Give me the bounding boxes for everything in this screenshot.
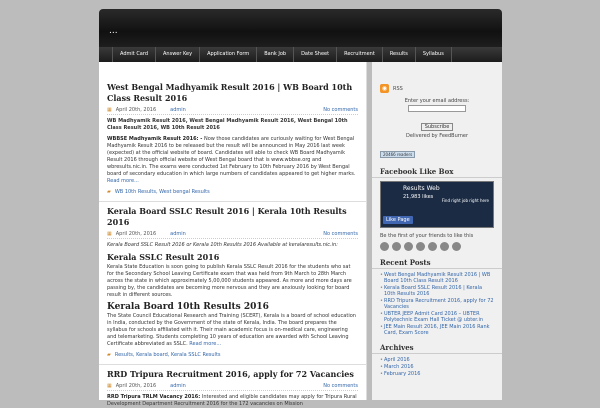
post-meta — [107, 383, 358, 391]
nav-item-answer-key[interactable]: Answer Key — [156, 47, 200, 62]
site-title[interactable]: ... — [109, 26, 118, 36]
email-subscribe — [372, 96, 502, 141]
post-heading-2: Kerala Board 10th Results 2016 — [107, 302, 269, 312]
calendar-icon: ▦ — [107, 231, 112, 237]
post-body-text: Interested and eligible candidates may apply for Tripura Rural Development Department Recruitment 2016 for the 172 vacancies on Mission — [107, 394, 357, 407]
subscribe-button[interactable]: Subscribe — [421, 123, 454, 131]
nav-item-application-form[interactable]: Application Form — [200, 47, 257, 62]
feedburner-badge[interactable]: 20466 readers — [380, 151, 415, 158]
facebook-heading: Facebook Like Box — [372, 166, 502, 178]
fb-caption: Find right job right here — [441, 198, 489, 203]
recent-posts-heading: Recent Posts — [372, 257, 502, 269]
fb-friends-text: Be the first of your friends to like this — [380, 233, 474, 239]
post-meta — [107, 231, 358, 239]
list-item[interactable]: • February 2016 — [384, 371, 494, 377]
list-item[interactable]: • March 2016 — [384, 364, 494, 370]
post-title[interactable]: West Bengal Madhyamik Result 2016 | WB Board 10th Class Result 2016 — [107, 82, 353, 103]
sidebar — [372, 62, 502, 400]
archives-list — [372, 357, 502, 377]
fb-avatars — [372, 242, 502, 251]
post-tags — [107, 189, 358, 195]
post-author[interactable]: admin — [170, 383, 186, 389]
calendar-icon: ▦ — [107, 383, 112, 389]
list-item[interactable]: • UBTER JEEP Admit Card 2016 – UBTER Polytechnic Exam Hall Ticket @ ubter.in — [384, 311, 494, 323]
avatar[interactable] — [416, 242, 425, 251]
read-more-link[interactable]: Read more... — [189, 341, 222, 347]
post-wb-madhyamik — [99, 82, 366, 195]
post-body-lead: WBBSE Madhyamik Result 2016: - — [107, 136, 203, 142]
main-nav — [99, 47, 502, 62]
post-body: Kerala State Education is soon going to publish Kerala SSLC Result 2016 for the students who sat for the Secondary School Leaving Certificate exam that was held from 9th March to 28th March across the state in which approximately 5,00,000 students appeared. As more and more days are passing by, the candidates are becoming more nervous and they are anxiously looking for board result in different sources. — [107, 264, 352, 298]
post-body — [107, 136, 358, 185]
avatar[interactable] — [452, 242, 461, 251]
main-content — [99, 62, 367, 407]
nav-item-date-sheet[interactable]: Date Sheet — [294, 47, 337, 62]
facebook-like-box — [380, 181, 494, 228]
archives-heading: Archives — [372, 342, 502, 354]
list-item[interactable]: • RRD Tripura Recruitment 2016, apply for 72 Vacancies — [384, 298, 494, 310]
list-item[interactable]: • JEE Main Result 2016, JEE Main 2016 Rank Card, Exam Score — [384, 324, 494, 336]
post-title[interactable]: Kerala Board SSLC Result 2016 | Kerala 10th Results 2016 — [107, 206, 347, 227]
post-comments[interactable]: No comments — [323, 383, 358, 389]
recent-posts-list — [372, 272, 502, 336]
avatar[interactable] — [440, 242, 449, 251]
post-subtitle: Kerala Board SSLC Result 2016 or Kerala 10th Results 2016 Available at keralaresults.nic.in: — [107, 242, 338, 248]
email-field[interactable] — [408, 105, 466, 112]
post-tags-text[interactable]: Results, Kerala board, Kerala SSLC Results — [114, 352, 221, 358]
post-author[interactable]: admin — [170, 107, 186, 113]
fb-likes-count: 21,983 likes — [403, 194, 434, 200]
rss-link[interactable] — [372, 81, 502, 96]
post-tags-text[interactable]: WB 10th Results, West bengal Results — [114, 189, 210, 195]
read-more-link[interactable]: Read more... — [107, 178, 139, 184]
post-subtitle: WB Madhyamik Result 2016, West Bengal Madhyamik Result 2016, West Bengal 10th Class Result 2016, WB 10th Result 2016 — [107, 118, 348, 131]
fb-like-button[interactable]: Like Page — [383, 216, 413, 224]
avatar[interactable] — [404, 242, 413, 251]
post-date: April 20th, 2016 — [115, 107, 157, 113]
post-body-text: Now those candidates are curiously waiting for West Bengal Madhyamik Result 2016 to be released but the result will be announced in May 2016 last week (expected) at the official website of board. Candidates will able to check WB Board Madhyamik Result 2016 through official website of West Bengal board that is www.wbbse.org and wbresults.nic.in. The exams were conducted 1st February to 10th February 2016 by West Bengal board of secondary education in which large numbers of candidates appeared to get higher marks. — [107, 136, 356, 177]
post-date: April 20th, 2016 — [115, 231, 157, 237]
site-header — [99, 9, 502, 47]
folder-icon: ▰ — [107, 189, 111, 195]
post-comments[interactable]: No comments — [323, 231, 358, 237]
folder-icon: ▰ — [107, 352, 111, 358]
delivered-by[interactable]: Delivered by FeedBurner — [405, 133, 469, 139]
calendar-icon: ▦ — [107, 107, 112, 113]
post-title[interactable]: RRD Tripura Recruitment 2016, apply for 72 Vacancies — [107, 369, 354, 379]
rss-icon: ◉ — [381, 85, 388, 92]
post-heading: Kerala SSLC Result 2016 — [107, 252, 220, 262]
list-item[interactable]: • Kerala Board SSLC Result 2016 | Kerala 10th Results 2016 — [384, 285, 494, 297]
fb-page-name[interactable]: Results Web — [403, 185, 440, 192]
rss-label[interactable]: RSS — [393, 85, 403, 92]
post-body-lead: RRD Tripura TRLM Vacancy 2016: — [107, 394, 201, 400]
avatar[interactable] — [380, 242, 389, 251]
post-body-2: The State Council Educational Research and Training (SCERT), Kerala is a board of school education in India, conducted by the Government of the state of Kerala, India. The board prepares the syllabus for schools affiliated with it. Their main academic focus is on-medical care, engineering and telemarketing. Students completing 10 years of education are awarded with School Leaving Certificate abbreviated as SSLC. Read more... — [107, 313, 356, 347]
post-body — [107, 394, 358, 408]
post-date: April 20th, 2016 — [115, 383, 157, 389]
nav-item-admit-card[interactable]: Admit Card — [112, 47, 156, 62]
email-prompt: Enter your email address: — [404, 98, 470, 104]
post-rrd-tripura — [99, 364, 366, 408]
avatar[interactable] — [428, 242, 437, 251]
list-item[interactable]: • April 2016 — [384, 357, 494, 363]
nav-item-bank-job[interactable]: Bank Job — [257, 47, 294, 62]
avatar[interactable] — [392, 242, 401, 251]
nav-item-results[interactable]: Results — [383, 47, 416, 62]
list-item[interactable]: • West Bengal Madhyamik Result 2016 | WB Board 10th Class Result 2016 — [384, 272, 494, 284]
post-kerala-sslc — [99, 201, 366, 358]
nav-item-recruitment[interactable]: Recruitment — [337, 47, 383, 62]
post-tags — [107, 352, 358, 358]
post-meta — [107, 107, 358, 115]
post-author[interactable]: admin — [170, 231, 186, 237]
nav-item-syllabus[interactable]: Syllabus — [416, 47, 452, 62]
post-comments[interactable]: No comments — [323, 107, 358, 113]
